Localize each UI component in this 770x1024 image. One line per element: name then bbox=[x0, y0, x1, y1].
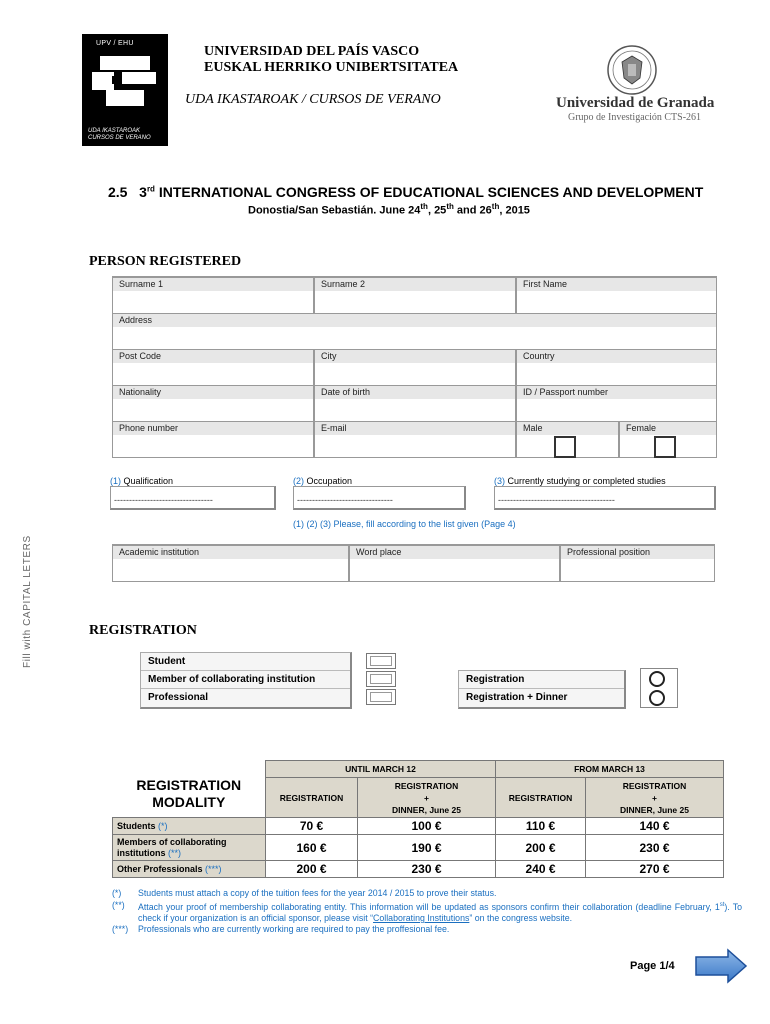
nationality-field[interactable]: Nationality bbox=[112, 386, 314, 422]
registration-option-box bbox=[458, 670, 626, 709]
qualification-input[interactable]: --------------------------------- bbox=[110, 486, 276, 510]
city-field[interactable]: City bbox=[314, 350, 516, 386]
university-name: UNIVERSIDAD DEL PAÍS VASCO EUSKAL HERRIKO UNIBERTSITATEA bbox=[204, 44, 459, 75]
type-member: Member of collaborating institution bbox=[141, 671, 350, 689]
surname2-field[interactable]: Surname 2 bbox=[314, 278, 516, 314]
col-registration-1: REGISTRATION bbox=[266, 778, 358, 818]
granada-seal-icon bbox=[600, 44, 664, 96]
student-checkbox[interactable] bbox=[366, 653, 396, 669]
option-registration: Registration bbox=[459, 671, 624, 689]
upv-script-text: UDA IKASTAROAK CURSOS DE VERANO bbox=[88, 128, 151, 141]
table-row: Members of collaborating institutions (**) 160 € 190 € 200 € 230 € bbox=[113, 835, 724, 861]
capital-letters-note: Fill with CAPITAL LETERS bbox=[22, 535, 33, 668]
date-of-birth-field[interactable]: Date of birth bbox=[314, 386, 516, 422]
granada-group: Grupo de Investigación CTS-261 bbox=[568, 112, 702, 123]
person-form bbox=[112, 276, 717, 458]
qualification-note: (1) (2) (3) Please, fill according to the list given (Page 4) bbox=[293, 519, 516, 529]
footnotes: (*) Students must attach a copy of the tuition fees for the year 2014 / 2015 to prove their status. (**) Attach your proof of membership collaborating entity. This information will be updated as sponsors confirm their collaboration (deadline February, 1st). To check if your organization is an official sponsor, please visit “Collaborating Institutions” on the congress website. (***) Professionals who are currently working are required to pay the proffesional fee. bbox=[112, 888, 742, 935]
post-code-field[interactable]: Post Code bbox=[112, 350, 314, 386]
qualification-label: (1) Qualification bbox=[110, 476, 174, 486]
phone-field[interactable]: Phone number bbox=[112, 422, 314, 458]
congress-dates: Donostia/San Sebastián. June 24th, 25th and 26th, 2015 bbox=[248, 202, 530, 217]
collaborating-institutions-link[interactable]: Collaborating Institutions bbox=[373, 912, 470, 923]
academic-institution-field[interactable]: Academic institution bbox=[112, 546, 349, 582]
pricing-table bbox=[112, 760, 724, 878]
granada-name: Universidad de Granada bbox=[556, 95, 715, 111]
upv-emblem-icon bbox=[82, 50, 168, 114]
registration-dinner-radio[interactable] bbox=[649, 690, 665, 706]
work-place-field[interactable]: Word place bbox=[349, 546, 560, 582]
email-field[interactable]: E-mail bbox=[314, 422, 516, 458]
table-row: Students (*) 70 € 100 € 110 € 140 € bbox=[113, 818, 724, 835]
female-cell: Female bbox=[619, 422, 717, 458]
academic-form bbox=[112, 544, 715, 582]
col-dinner-1: REGISTRATION + DINNER, June 25 bbox=[358, 778, 496, 818]
type-student: Student bbox=[141, 653, 350, 671]
courses-subtitle: UDA IKASTAROAK / CURSOS DE VERANO bbox=[185, 92, 441, 107]
first-name-field[interactable]: First Name bbox=[516, 278, 717, 314]
male-cell: Male bbox=[516, 422, 619, 458]
occupation-label: (2) Occupation bbox=[293, 476, 353, 486]
address-field[interactable]: Address bbox=[112, 314, 717, 350]
page-number: Page 1/4 bbox=[630, 960, 675, 972]
female-checkbox[interactable] bbox=[654, 436, 676, 458]
occupation-input[interactable]: -------------------------------- bbox=[293, 486, 466, 510]
until-march-header: UNTIL MARCH 12 bbox=[266, 761, 496, 778]
upv-ehu-logo: UPV / EHU UDA IKASTAROAK CURSOS DE VERANO bbox=[82, 34, 168, 146]
option-registration-dinner: Registration + Dinner bbox=[466, 692, 568, 703]
studies-input[interactable]: --------------------------------------- bbox=[494, 486, 716, 510]
registration-radio[interactable] bbox=[649, 671, 665, 687]
studies-label: (3) Currently studying or completed studies bbox=[494, 476, 666, 486]
male-checkbox[interactable] bbox=[554, 436, 576, 458]
registration-heading: REGISTRATION bbox=[89, 623, 197, 638]
person-registered-heading: PERSON REGISTERED bbox=[89, 254, 242, 269]
professional-position-field[interactable]: Professional position bbox=[560, 546, 715, 582]
from-march-header: FROM MARCH 13 bbox=[496, 761, 724, 778]
professional-checkbox[interactable] bbox=[366, 689, 396, 705]
passport-field[interactable]: ID / Passport number bbox=[516, 386, 717, 422]
country-field[interactable]: Country bbox=[516, 350, 717, 386]
registration-type-box bbox=[140, 652, 352, 709]
registration-modality: REGISTRATION MODALITY bbox=[136, 776, 242, 810]
type-professional: Professional bbox=[148, 692, 209, 703]
congress-title: 2.5 3rd INTERNATIONAL CONGRESS OF EDUCATIONAL SCIENCES AND DEVELOPMENT bbox=[108, 184, 704, 200]
surname1-field[interactable]: Surname 1 bbox=[112, 278, 314, 314]
member-checkbox[interactable] bbox=[366, 671, 396, 687]
next-page-arrow-icon[interactable] bbox=[694, 948, 748, 984]
col-registration-2: REGISTRATION bbox=[496, 778, 586, 818]
col-dinner-2: REGISTRATION + DINNER, June 25 bbox=[586, 778, 724, 818]
table-row: Other Professionals (***) 200 € 230 € 240 € 270 € bbox=[113, 861, 724, 878]
